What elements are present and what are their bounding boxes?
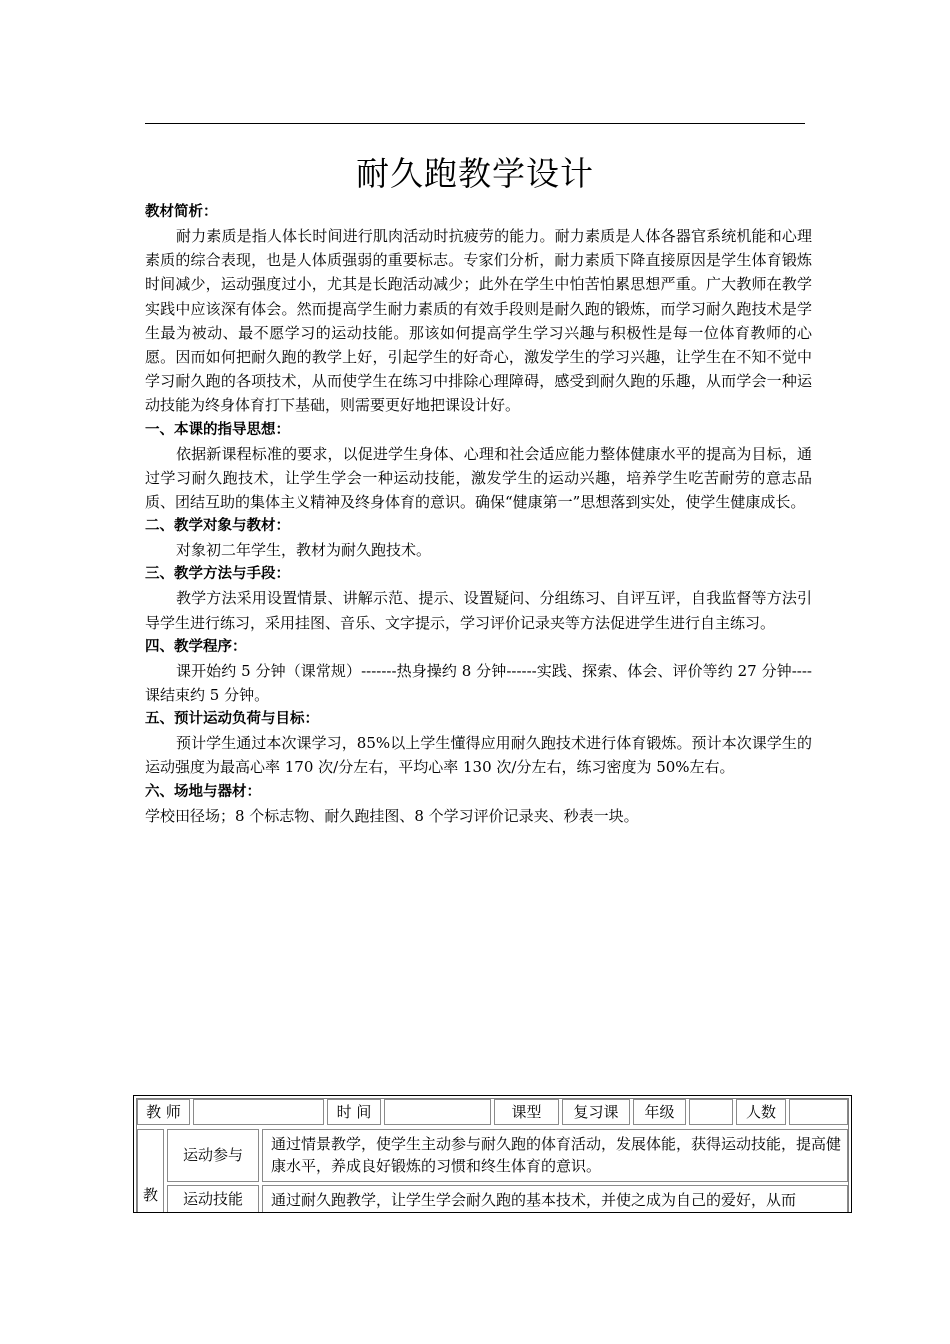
count-label-cell: [736, 1099, 786, 1125]
lesson-type-label: 课型: [511, 1103, 542, 1121]
section-paragraph: 预计学生通过本次课学习，85%以上学生懂得应用耐久跑技术进行体育锻炼。预计本次课学生的运动强度为最高心率 170 次/分左右，平均心率 130 次/分左右，练习密度为 50%左右。: [145, 734, 812, 777]
section-heading: 三、教学方法与手段：: [145, 566, 290, 583]
lesson-type-label-cell: [494, 1099, 559, 1125]
grade-value-cell: [689, 1099, 733, 1125]
section-paragraph: 教学方法采用设置情景、讲解示范、提示、设置疑问、分组练习、自评互评，自我监督等方法引导学生进行练习，采用挂图、音乐、文字提示，学习评价记录夹等方法促进学生进行自主练习。: [145, 589, 812, 632]
objective-side-cell: [137, 1129, 164, 1213]
section-load-goal: [145, 707, 812, 779]
document-title: 耐久跑教学设计: [356, 154, 594, 193]
section-material-analysis: [145, 200, 812, 418]
section-teaching-procedure: [145, 635, 812, 707]
objective-row-label-cell: [167, 1129, 259, 1182]
section-paragraph: 学校田径场；8 个标志物、耐久跑挂图、8 个学习评价记录夹、秒表一块。: [145, 806, 639, 825]
section-heading: 五、预计运动负荷与目标：: [145, 711, 319, 728]
section-heading: 教材简析：: [145, 204, 218, 220]
section-heading: 六、场地与器材：: [145, 783, 261, 800]
grade-label-cell: [633, 1099, 686, 1125]
objective-row-label: 运动技能: [182, 1190, 243, 1208]
lesson-type-value: 复习课: [573, 1103, 619, 1121]
header-rule: [145, 123, 805, 124]
objective-side-label: 教: [142, 1186, 158, 1204]
teacher-label-cell: [137, 1099, 190, 1125]
teacher-label: 教 师: [146, 1103, 181, 1121]
lesson-info-table: [133, 1095, 852, 1213]
section-guiding-thought: [145, 418, 812, 515]
section-paragraph: 对象初二年学生，教材为耐久跑技术。: [176, 541, 432, 560]
objective-row-label-cell: [167, 1185, 259, 1213]
section-heading: 一、本课的指导思想：: [145, 421, 290, 438]
section-heading: 四、教学程序：: [145, 638, 247, 655]
teacher-value-cell: [193, 1099, 324, 1125]
section-paragraph: 依据新课程标准的要求，以促进学生身体、心理和社会适应能力整体健康水平的提高为目标，通过学习耐久跑技术，让学生学会一种运动技能，激发学生的运动兴趣，培养学生吃苦耐劳的意志品质、团结互助的集体主义精神及终身体育的意识。确保“健康第一”思想落到实处，使学生健康成长。: [145, 444, 812, 512]
section-teaching-method: [145, 562, 812, 634]
time-label-cell: [327, 1099, 381, 1125]
section-venue-equipment: [145, 780, 812, 828]
lesson-type-value-cell: [562, 1099, 630, 1125]
section-paragraph: 课开始约 5 分钟（课常规）-------热身操约 8 分钟------实践、探索、体会、评价等约 27 分钟----课结束约 5 分钟。: [145, 661, 812, 705]
count-label: 人数: [745, 1103, 776, 1121]
time-label: 时 间: [336, 1103, 372, 1121]
objective-row-text: 通过情景教学，使学生主动参与耐久跑的体育活动，发展体能，获得运动技能，提高健康水平，养成良好锻炼的习惯和终生体育的意识。: [262, 1129, 848, 1182]
grade-label: 年级: [644, 1103, 675, 1121]
objective-row-text: 通过耐久跑教学，让学生学会耐久跑的基本技术，并使之成为自己的爱好，从而: [262, 1185, 848, 1213]
document-body: [145, 200, 812, 828]
objective-row-label: 运动参与: [182, 1146, 243, 1164]
time-value-cell: [384, 1099, 491, 1125]
section-teaching-object: [145, 514, 812, 562]
count-value-cell: [789, 1099, 848, 1125]
section-heading: 二、教学对象与教材：: [145, 518, 290, 535]
section-paragraph: 耐力素质是指人体长时间进行肌肉活动时抗疲劳的能力。耐力素质是人体各器官系统机能和心理素质的综合表现，也是人体质强弱的重要标志。专家们分析，耐力素质下降直接原因是学生体育锻炼时间减少，运动强度过小，尤其是长跑活动减少；此外在学生中怕苦怕累思想严重。广大教师在教学实践中应该深有体会。然而提高学生耐力素质的有效手段则是耐久跑的锻炼，而学习耐久跑技术是学生最为被动、最不愿学习的运动技能。那该如何提高学生学习兴趣与积极性是每一位体育教师的心愿。因而如何把耐久跑的教学上好，引起学生的好奇心，激发学生的学习兴趣，让学生在不知不觉中学习耐久跑的各项技术，从而使学生在练习中排除心理障碍，感受到耐久跑的乐趣，从而学会一种运动技能为终身体育打下基础，则需要更好地把课设计好。: [145, 227, 812, 415]
